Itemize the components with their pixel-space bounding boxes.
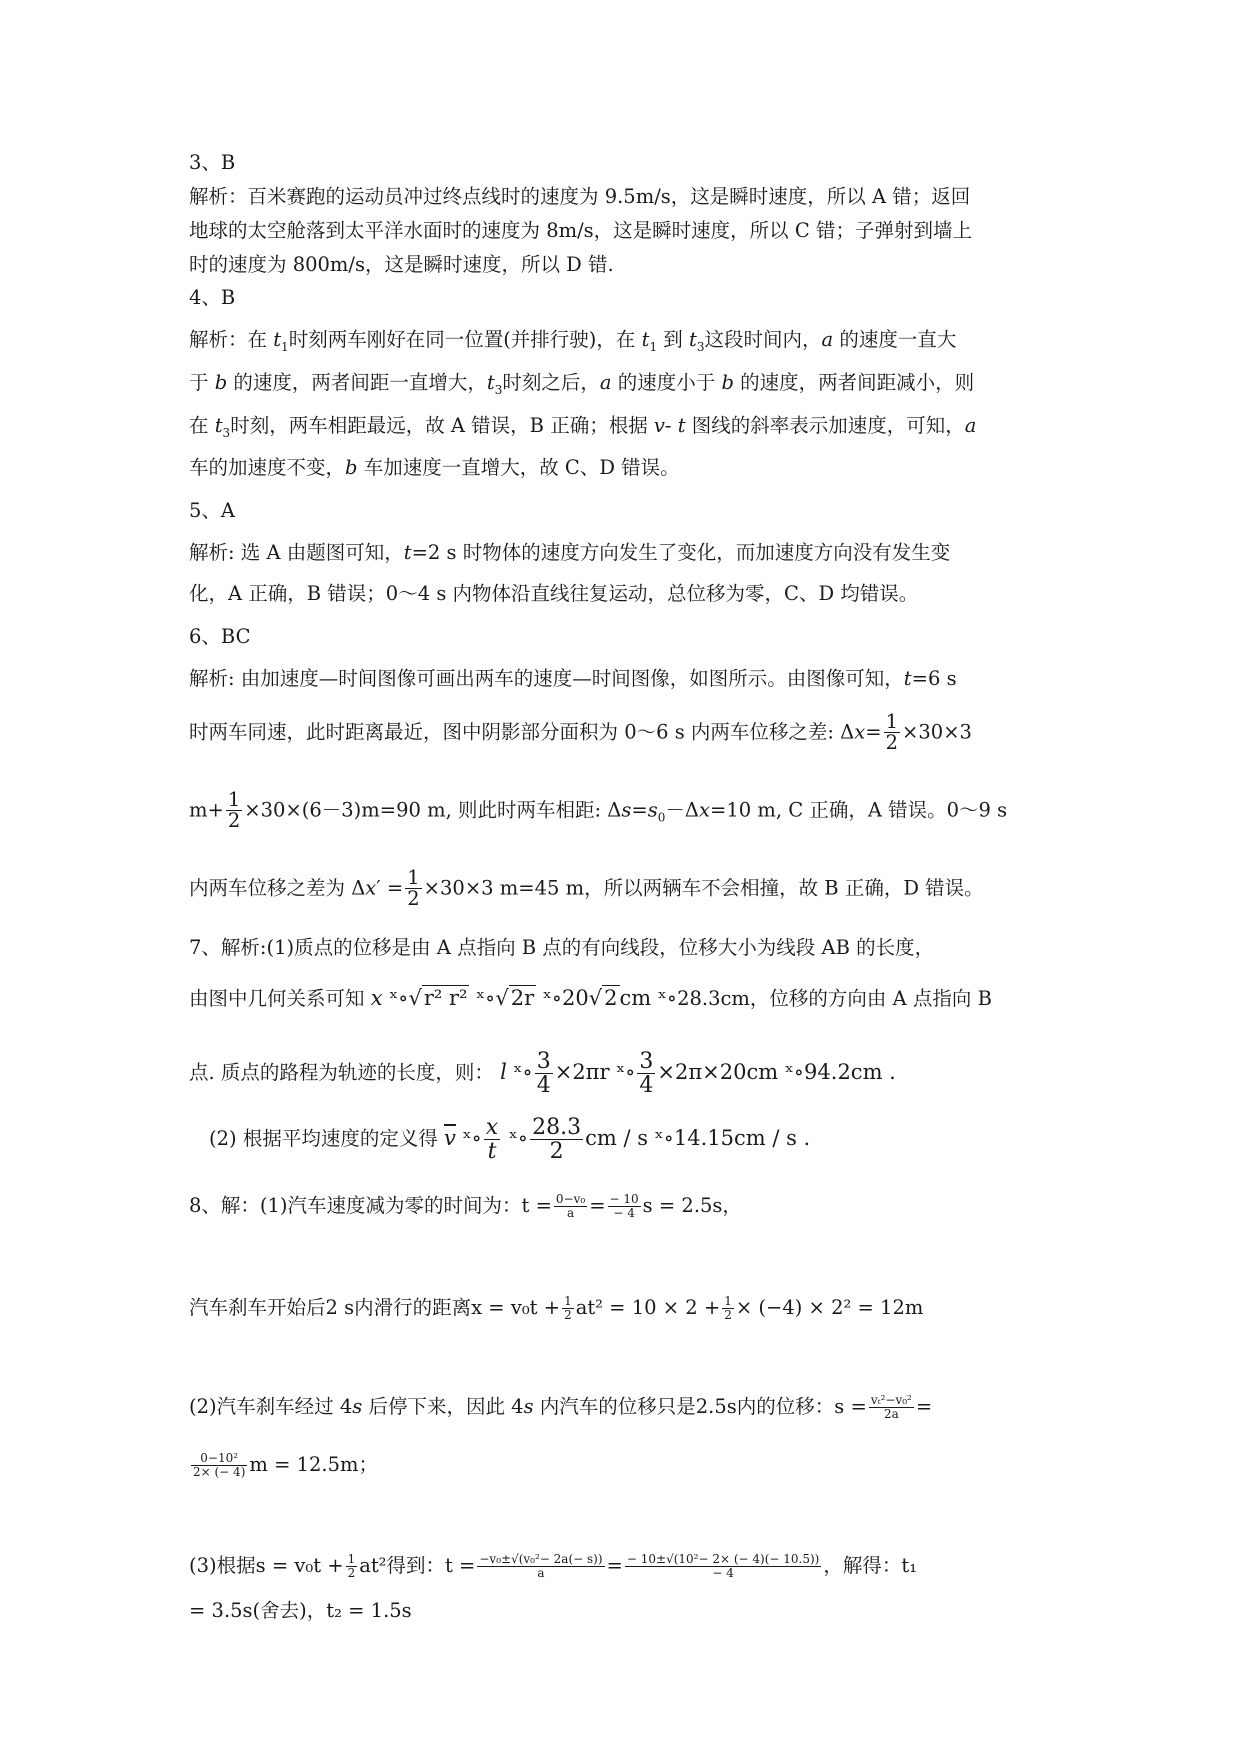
fraction-half: $\frac{1}{2}$ bbox=[885, 710, 899, 755]
q5-answer: 5、A bbox=[189, 499, 235, 522]
q7-line2: 由图中几何关系可知 x ˣ∘√r² r² ˣ∘√2r ˣ∘20√2cm ˣ∘28.3cm，位移的方向由 A 点指向 B bbox=[189, 986, 992, 1010]
q6-explanation-line4: 内两车位移之差为 Δx′ = $\frac{1}{2}$ ×30×3 m=45 m，所以两辆车不会相撞，故 B 正确，D 错误。 bbox=[189, 866, 984, 911]
q6-explanation-line1: 解析: 由加速度—时间图像可画出两车的速度—时间图像，如图所示。由图像可知，t=6 s bbox=[189, 667, 957, 690]
q8-line1: 8、解：(1)汽车速度减为零的时间为：t = $\frac{\text{0−v₀}}{a}$ = $\frac{- 10}{- 4}$ s = 2.5s， bbox=[189, 1192, 742, 1220]
q3-explanation-line1: 解析：百米赛跑的运动员冲过终点线时的速度为 9.5m/s，这是瞬时速度，所以 A 错；返回 bbox=[189, 185, 971, 208]
fraction-half: $\frac{1}{2}$ bbox=[407, 866, 420, 911]
q8-line5: (3)根据s = v₀t + $\frac{1}{2}$ at²得到：t = $\frac{\text{−v₀±√(v₀²− 2a(− s))}}{a}$ = $\frac{\text{− 10±√(10²− 2× (− 4)(− 10.5))}}{- 4}$ ，解得：t₁ bbox=[189, 1552, 918, 1580]
q8-line3: (2)汽车刹车经过 4s 后停下来，因此 4s 内汽车的位移只是2.5s内的位移：s = $\frac{\text{vₜ²−v₀²}}{2a}$ = bbox=[189, 1393, 933, 1421]
q3-answer: 3、B bbox=[189, 151, 236, 174]
q4-explanation-line3: 在 $t_3$时刻，两车相距最远，故 A 错误，B 正确；根据 v- t 图线的斜率表示加速度，可知，a bbox=[189, 414, 977, 440]
q8-line2: 汽车刹车开始后2 s内滑行的距离x = v₀t + $\frac{1}{2}$ at² = 10 × 2 + $\frac{1}{2}$ × (−4) × 2² = 12m bbox=[189, 1294, 924, 1322]
q7-line4: (2) 根据平均速度的定义得 $\overline{v}$ ˣ∘ $\frac{x}{t}$ ˣ∘ $\frac{28.3}{2}$ cm / s ˣ∘14.15cm / s . bbox=[209, 1115, 811, 1165]
q4-explanation-line2: 于 b 的速度，两者间距一直增大，$t_3$时刻之后，a 的速度小于 b 的速度，两者间距减小，则 bbox=[189, 371, 975, 397]
q8-line4: $\frac{\text{0−10²}}{2\times (- 4)}$ m = 12.5m； bbox=[193, 1451, 379, 1479]
q7-line3: 点. 质点的路程为轨迹的长度，则： l ˣ∘ $\frac{3}{4}$ ×2πr ˣ∘ $\frac{3}{4}$ ×2π×20cm ˣ∘94.2cm . bbox=[189, 1049, 896, 1099]
q3-explanation-line2: 地球的太空舱落到太平洋水面时的速度为 8m/s，这是瞬时速度，所以 C 错；子弹射到墙上 bbox=[189, 219, 972, 242]
fraction-half: $\frac{1}{2}$ bbox=[227, 788, 241, 833]
q3-explanation-line3: 时的速度为 800m/s，这是瞬时速度，所以 D 错. bbox=[189, 253, 614, 276]
q8-line6: = 3.5s(舍去)，t₂ = 1.5s bbox=[189, 1599, 412, 1622]
q5-explanation-line1: 解析: 选 A 由题图可知，t=2 s 时物体的速度方向发生了变化，而加速度方向没有发生变 bbox=[189, 541, 951, 564]
q7-line1: 7、解析:(1)质点的位移是由 A 点指向 B 点的有向线段，位移大小为线段 AB 的长度， bbox=[189, 936, 935, 959]
average-velocity-formula: $\overline{v}$ ˣ∘ $\frac{x}{t}$ ˣ∘ $\frac{28.3}{2}$ cm / s ˣ∘14.15cm / s . bbox=[444, 1115, 811, 1165]
q4-explanation-line4: 车的加速度不变，b 车加速度一直增大，故 C、D 错误。 bbox=[189, 456, 680, 479]
q6-explanation-line2: 时两车同速，此时距离最近，图中阴影部分面积为 0～6 s 内两车位移之差: Δx= $\frac{1}{2}$ ×30×3 bbox=[189, 710, 972, 755]
q6-explanation-line3: m+ $\frac{1}{2}$ ×30×(6－3)m=90 m, 则此时两车相距: $\Delta s=s_0-\Delta x=10$ m, C 正确，A 错误。0～9 s bbox=[189, 788, 1008, 833]
q6-answer: 6、BC bbox=[189, 625, 251, 648]
path-length-formula: l ˣ∘ $\frac{3}{4}$ ×2πr ˣ∘ $\frac{3}{4}$ ×2π×20cm ˣ∘94.2cm . bbox=[500, 1049, 896, 1099]
displacement-formula: x ˣ∘√r² r² ˣ∘√2r ˣ∘20√2cm ˣ∘ bbox=[370, 986, 678, 1010]
q4-answer: 4、B bbox=[189, 286, 236, 309]
q5-explanation-line2: 化，A 正确，B 错误；0～4 s 内物体沿直线往复运动，总位移为零，C、D 均错误。 bbox=[189, 582, 919, 605]
q4-explanation-line1: 解析：在 $t_1$时刻两车刚好在同一位置(并排行驶)，在 $t_1$ 到 $t_3$这段时间内，a 的速度一直大 bbox=[189, 328, 957, 354]
